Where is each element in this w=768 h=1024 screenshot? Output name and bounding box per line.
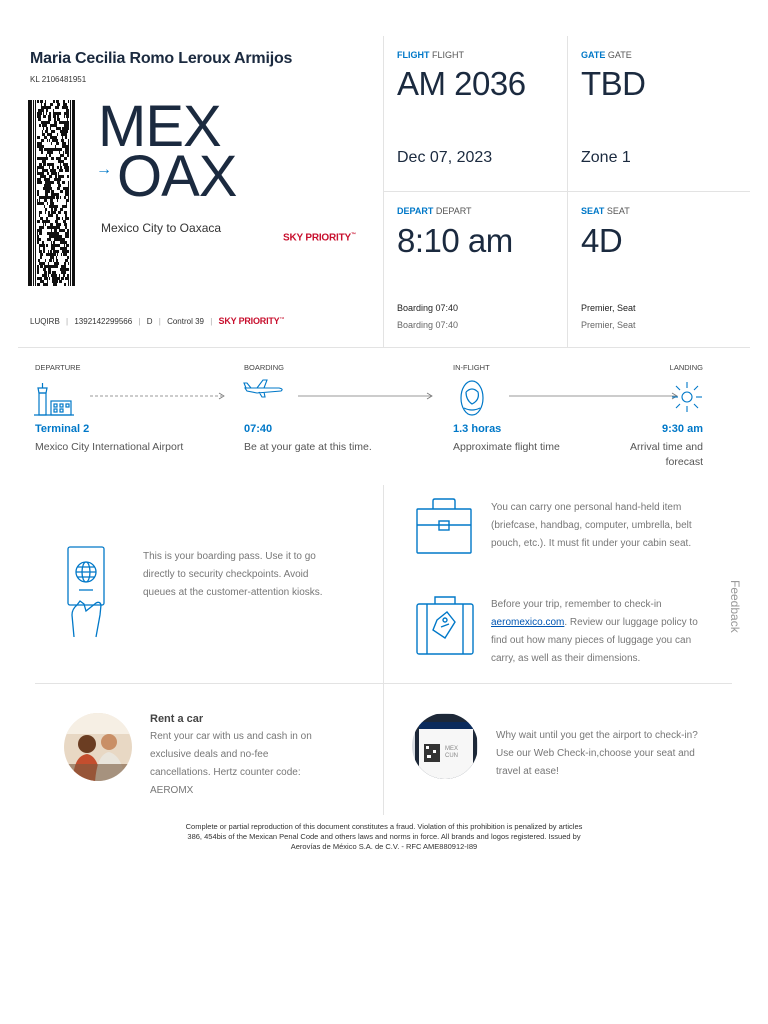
timeline-inflight-desc: Approximate flight time — [453, 441, 560, 453]
timeline-dashed-arrow — [90, 391, 228, 401]
divider — [18, 347, 750, 348]
in-flight-icon — [458, 378, 486, 418]
timeline-boarding-value: 07:40 — [244, 423, 273, 435]
timeline-landing-desc: Arrival time and forecast — [630, 441, 703, 468]
gate-value: TBD — [581, 65, 646, 102]
timeline-landing-value: 9:30 am — [662, 423, 703, 435]
phone-route: MEX CUN — [445, 746, 459, 759]
divider — [383, 485, 384, 815]
barcode — [28, 100, 75, 286]
aeromexico-link[interactable]: aeromexico.com — [491, 617, 565, 628]
cabin-class-secondary: Premier, Seat — [581, 320, 636, 330]
timeline-inflight-label: IN-FLIGHT — [453, 363, 490, 372]
timeline-departure-label: DEPARTURE — [35, 363, 81, 372]
control-tower-icon — [33, 380, 75, 416]
feedback-tab[interactable]: Feedback — [728, 580, 742, 633]
divider — [383, 191, 750, 192]
web-checkin-text: Why wait until you get the airport to check-in? Use our Web Check-in,choose your seat and travel at ease! — [496, 730, 698, 777]
boarding-time: Boarding 07:40 — [397, 303, 459, 313]
rent-car-text: Rent your car with us and cash in on exclusive deals and no-fee cancellations. Hertz counter code: AEROMX — [150, 731, 312, 796]
divider — [35, 683, 732, 684]
briefcase-icon — [415, 497, 473, 555]
route-arrow-icon: → — [96, 161, 112, 178]
ticket-info-line: LUQIRB | 1392142299566 | D | Control 39 | SKY PRIORITY™ — [30, 316, 285, 326]
checkin-info: Before your trip, remember to check-in aeromexico.com. Review our luggage policy to find out how many pieces of luggage you can carry, as well as their dimensions. — [491, 599, 698, 664]
passport-hand-icon — [66, 545, 108, 639]
boarding-zone: Zone 1 — [581, 149, 631, 166]
departure-time: 8:10 am — [397, 222, 513, 259]
carry-on-info: You can carry one personal hand-held item (briefcase, handbag, computer, umbrella, belt pouch, etc.). It must fit under your cabin seat. — [491, 502, 692, 549]
boarding-time-secondary: Boarding 07:40 — [397, 320, 459, 330]
seat-label: SEAT SEAT — [581, 206, 630, 216]
rent-car-photo — [63, 712, 133, 782]
landing-sun-icon — [670, 380, 704, 414]
route-description: Mexico City to Oaxaca — [101, 221, 222, 235]
seat-number: 4D — [581, 222, 623, 259]
timeline-line-arrow-2 — [509, 391, 679, 401]
timeline-inflight-value: 1.3 horas — [453, 423, 502, 435]
passenger-name: Maria Cecilia Romo Leroux Armijos — [30, 50, 293, 67]
sky-priority-badge: SKY PRIORITY — [218, 316, 280, 326]
gate-label: GATE GATE — [581, 50, 632, 60]
origin-code: MEX — [98, 94, 221, 159]
ticket-number: 1392142299566 — [74, 317, 133, 326]
timeline-boarding-desc: Be at your gate at this time. — [244, 441, 372, 453]
timeline-departure-desc: Mexico City International Airport — [35, 441, 184, 453]
cabin-class: Premier, Seat — [581, 303, 636, 313]
boarding-pass-info: This is your boarding pass. Use it to go directly to security checkpoints. Avoid queues at the customer-attention kiosks. — [143, 551, 323, 598]
flight-label: FLIGHT FLIGHT — [397, 50, 465, 60]
fare-class: D — [146, 317, 153, 326]
record-locator: LUQIRB — [30, 317, 60, 326]
rent-car-title: Rent a car — [150, 713, 204, 725]
control-number: Control 39 — [167, 317, 204, 326]
airplane-icon — [243, 376, 285, 400]
flight-number: AM 2036 — [397, 65, 526, 102]
sky-priority-logo: SKY PRIORITY™ — [283, 232, 356, 244]
timeline-departure-value: Terminal 2 — [35, 423, 90, 435]
depart-label: DEPART DEPART — [397, 206, 472, 216]
luggage-tag-icon — [415, 594, 475, 656]
frequent-flyer-number: KL 2106481951 — [30, 75, 87, 84]
timeline-landing-label: LANDING — [669, 363, 703, 372]
destination-code: OAX — [117, 144, 237, 209]
timeline-line-arrow — [298, 391, 436, 401]
legal-footer: Complete or partial reproduction of this document constitutes a fraud. Violation of this prohibition is penalized by articles 386, 454bis of the Mexican Penal Code and others laws and norms in force. All brands and logos registered. Issued by Aerovías de México S.A. de C.V. - RFC AME880912-I89 — [185, 822, 583, 851]
flight-date: Dec 07, 2023 — [397, 149, 493, 166]
timeline-boarding-label: BOARDING — [244, 363, 285, 372]
